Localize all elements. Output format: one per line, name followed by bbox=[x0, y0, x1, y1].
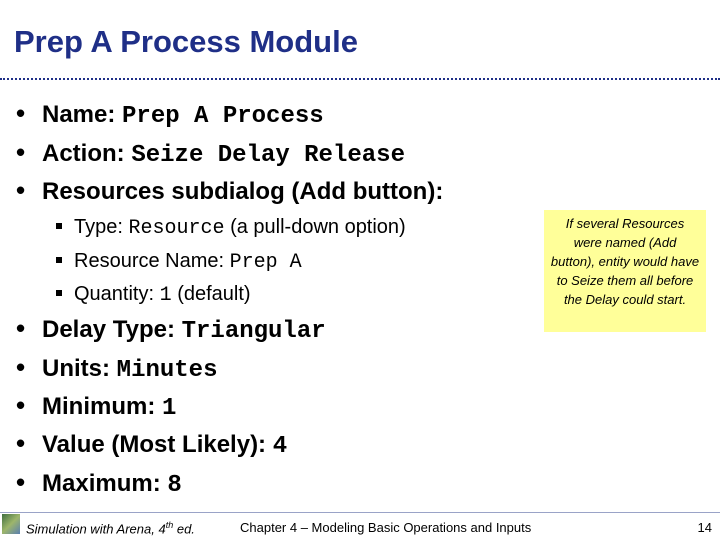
bullet-label: Value (Most Likely): bbox=[42, 431, 267, 458]
sub-bullet-suffix: (default) bbox=[177, 283, 251, 305]
footer-book-suffix: ed. bbox=[176, 521, 195, 537]
square-bullet-icon bbox=[56, 223, 62, 229]
sub-bullet-label: Quantity: bbox=[74, 283, 155, 305]
bullet-dot-icon: • bbox=[16, 137, 26, 167]
slide-title: Prep A Process Module bbox=[14, 24, 358, 59]
sub-bullet-value: Prep A bbox=[229, 251, 302, 274]
bullet-value: Seize Delay Release bbox=[131, 142, 405, 169]
bullet-dot-icon: • bbox=[16, 98, 26, 128]
bullet-dot-icon: • bbox=[16, 175, 26, 205]
footer-divider bbox=[0, 512, 720, 513]
bullet-label: Units: bbox=[42, 355, 110, 382]
bullet-value: Prep A Process bbox=[122, 103, 324, 130]
bullet-label: Action: bbox=[42, 140, 125, 167]
bullet-dot-icon: • bbox=[16, 313, 26, 343]
sub-bullet-label: Resource Name: bbox=[74, 250, 225, 272]
bullet-value: Minutes bbox=[116, 357, 218, 384]
bullet-label: Name: bbox=[42, 101, 116, 128]
sub-bullet-label: Type: bbox=[74, 216, 123, 238]
bullet-value: 8 bbox=[167, 472, 182, 499]
footer-book-text: Simulation with Arena, 4 bbox=[26, 521, 166, 537]
note-callout: If several Resources were named (Add button), entity would have to Seize them all before the Delay could start. bbox=[544, 210, 706, 332]
page-number: 14 bbox=[697, 520, 712, 535]
bullet-dot-icon: • bbox=[16, 352, 26, 382]
bullet-value: 1 bbox=[162, 395, 177, 422]
bullet-label: Delay Type: bbox=[42, 316, 175, 343]
title-divider bbox=[0, 78, 720, 80]
footer-chapter: Chapter 4 – Modeling Basic Operations and Inputs bbox=[240, 520, 532, 535]
bullet-label: Maximum: bbox=[42, 470, 161, 497]
bullet-dot-icon: • bbox=[16, 428, 26, 458]
square-bullet-icon bbox=[56, 290, 62, 296]
arena-logo-icon bbox=[2, 514, 20, 534]
bullet-label: Resources subdialog (Add button): bbox=[42, 178, 444, 205]
bullet-value: Triangular bbox=[181, 318, 326, 345]
square-bullet-icon bbox=[56, 257, 62, 263]
sub-bullet-value: Resource bbox=[128, 217, 225, 240]
bullet-value: 4 bbox=[272, 433, 288, 460]
bullet-dot-icon: • bbox=[16, 467, 26, 497]
sub-bullet-value: 1 bbox=[159, 284, 172, 307]
sub-bullet-suffix: (a pull-down option) bbox=[230, 216, 406, 238]
footer-book-title bbox=[26, 520, 195, 536]
bullet-dot-icon: • bbox=[16, 390, 26, 420]
bullet-label: Minimum: bbox=[42, 393, 156, 420]
footer-book-sup: th bbox=[165, 520, 174, 530]
